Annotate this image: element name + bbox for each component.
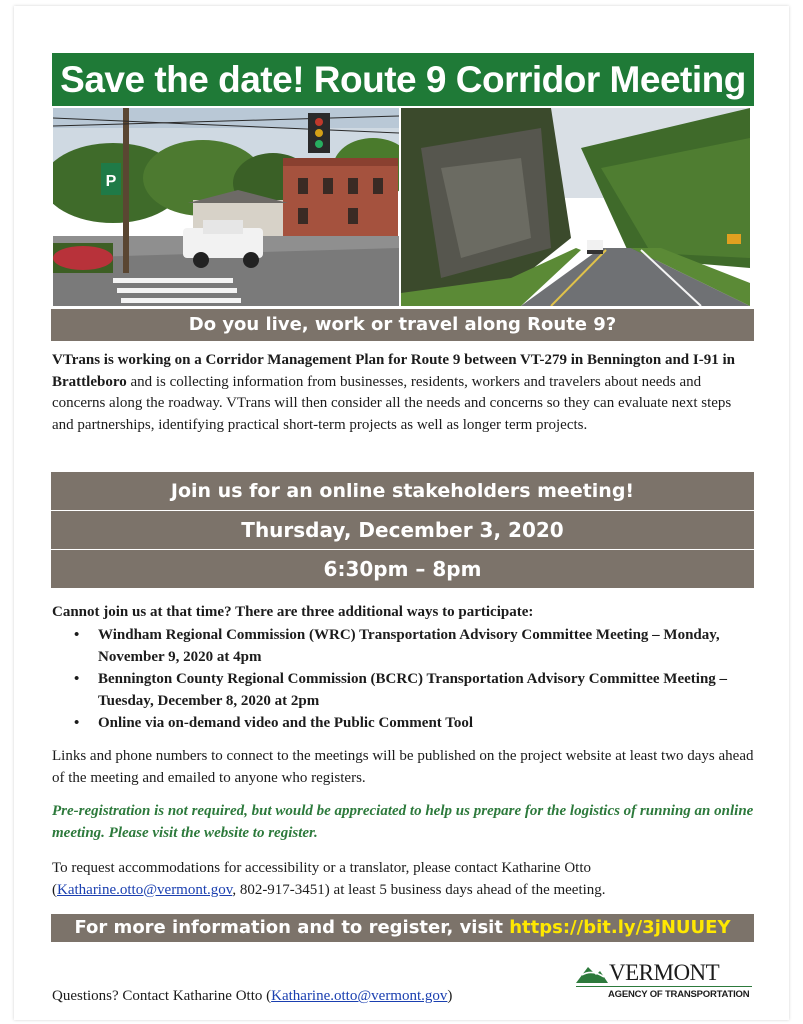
bullet-icon: • [74, 715, 80, 731]
logo-wordmark: VERMONT [609, 960, 720, 985]
meeting-date: Thursday, December 3, 2020 [51, 511, 754, 550]
contact-email-link[interactable]: Katharine.otto@vermont.gov [57, 881, 233, 898]
intro-paragraph [52, 350, 754, 436]
mountain-logo-icon [574, 961, 610, 985]
register-banner [51, 914, 754, 942]
meeting-heading: Join us for an online stakeholders meeting! [51, 472, 754, 511]
list-item: • Windham Regional Commission (WRC) Transportation Advisory Committee Meeting – Monday, November 9, 2020 at 4pm [70, 624, 750, 668]
vtrans-logo [574, 960, 754, 1004]
links-paragraph: Links and phone numbers to connect to the meetings will be published on the project website at least two days ahead of the meeting and emailed to anyone who registers. [52, 748, 754, 786]
preregistration-note: Pre-registration is not required, but would be appreciated to help us prepare for the logistics of running an online meeting. Please visit the website to register. [52, 803, 754, 841]
list-item: • Bennington County Regional Commission (BCRC) Transportation Advisory Committee Meeting – Tuesday, December 8, 2020 at 2pm [70, 668, 750, 712]
intro-text: and is collecting information from businesses, residents, workers and travelers about needs and concerns along the roadway. VTrans will then consider all the needs and concerns so they can evaluate next steps and partnerships, identifying practical short-term projects as well as longer term projects. [52, 373, 732, 433]
questions-line: Questions? Contact Katharine Otto (Katharine.otto@vermont.gov) [52, 988, 453, 1004]
meeting-time: 6:30pm – 8pm [323, 557, 482, 581]
bullet-icon: • [74, 671, 80, 687]
page-title: Save the date! Route 9 Corridor Meeting [52, 53, 754, 106]
list-item: • Online via on-demand video and the Public Comment Tool [70, 712, 750, 734]
questions-email-link[interactable]: Katharine.otto@vermont.gov [271, 988, 448, 1004]
alternatives-intro: Cannot join us at that time? There are three additional ways to participate: [52, 604, 534, 620]
route-question-banner: Do you live, work or travel along Route 9? [51, 309, 754, 341]
logo-divider [576, 986, 752, 987]
photo-strip [53, 108, 750, 306]
parking-sign: P [105, 173, 117, 190]
rock-cut-road-photo [401, 108, 750, 306]
street-intersection-photo [53, 108, 399, 306]
intro-bold-text: VTrans is working on a Corridor Management Plan for Route 9 between VT-279 in Bennington and I-91 in Brattleboro [52, 352, 735, 390]
register-lead: For more information and to register, visit [74, 917, 510, 938]
meeting-banner [51, 472, 754, 588]
accommodations-paragraph: To request accommodations for accessibility or a translator, please contact Katharine Otto (Katharine.otto@vermont.gov, 802-917-3451) at least 5 business days ahead of the meeting. [52, 860, 606, 898]
alternatives-list [70, 624, 750, 734]
logo-subtitle: AGENCY OF TRANSPORTATION [608, 989, 750, 1000]
bullet-icon: • [74, 627, 80, 643]
register-url-link[interactable]: https://bit.ly/3jNUUEY [509, 917, 731, 938]
